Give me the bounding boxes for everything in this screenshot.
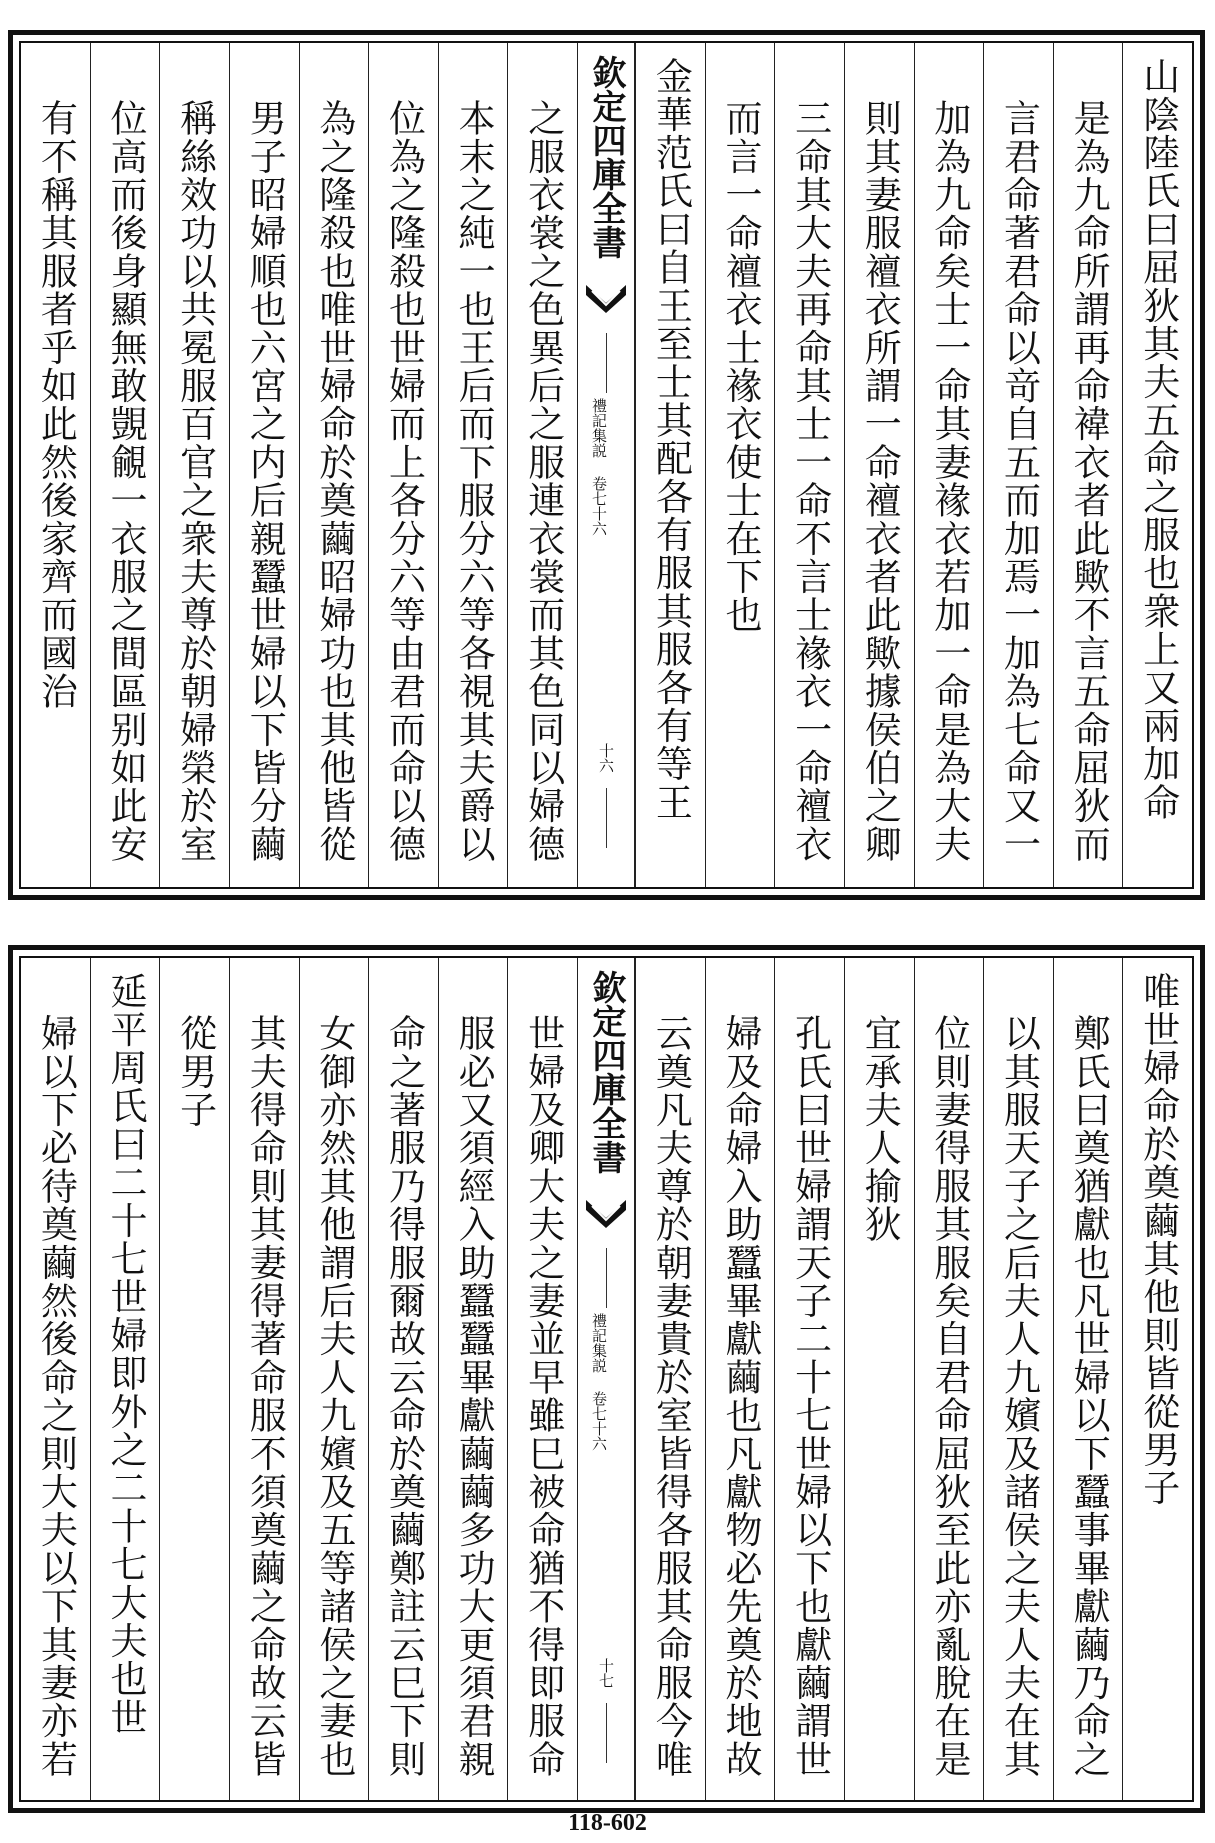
center-banner <box>577 43 635 887</box>
divider <box>606 788 607 848</box>
text-column: 延平周氏曰二十七世婦即外之二十七大夫也世 <box>90 958 160 1800</box>
text-column: 以其服天子之后夫人九嬪及諸侯之夫人夫在其 <box>983 958 1053 1800</box>
text-column: 女御亦然其他謂后夫人九嬪及五等諸侯之妻也 <box>299 958 369 1800</box>
text-column: 世婦及卿大夫之妻並早雖巳被命猶不得即服命 <box>507 958 577 1800</box>
text-column: 是為九命所謂再命褘衣者此歟不言五命屈狄而 <box>1053 43 1123 887</box>
volume-label: 禮記集説 卷七十六 <box>590 398 608 536</box>
center-banner <box>577 958 635 1800</box>
text-column: 孔氏曰世婦謂天子二十七世婦以下也獻繭謂世 <box>774 958 844 1800</box>
top-page-columns <box>19 41 1194 889</box>
text-column: 金華范氏曰自王至士其配各有服其服各有等王 <box>635 43 705 887</box>
text-column: 加為九命矣士一命其妻褖衣若加一命是為大夫 <box>914 43 984 887</box>
text-column: 從男子 <box>159 958 229 1800</box>
text-column: 宜承夫人揄狄 <box>844 958 914 1800</box>
text-column: 云奠凡夫尊於朝妻貴於室皆得各服其命服今唯 <box>635 958 705 1800</box>
text-column: 三命其大夫再命其士一命不言士褖衣一命襢衣 <box>774 43 844 887</box>
text-column: 之服衣裳之色異后之服連衣裳而其色同以婦德 <box>507 43 577 887</box>
text-column: 有不稱其服者乎如此然後家齊而國治 <box>34 99 78 711</box>
book-title: 欽定四庫全書 <box>586 970 626 1174</box>
divider <box>606 1703 607 1763</box>
fish-tail-icon <box>584 281 628 321</box>
text-column: 命之著服乃得服爾故云命於奠繭鄭註云巳下則 <box>368 958 438 1800</box>
top-page-panel <box>8 30 1205 900</box>
page-number: 118-602 <box>568 1810 647 1836</box>
text-column: 稱絲效功以共冕服百官之衆夫尊於朝婦榮於室 <box>159 43 229 887</box>
fish-tail-icon <box>584 1196 628 1236</box>
text-column: 位則妻得服其服矣自君命屈狄至此亦亂脫在是 <box>914 958 984 1800</box>
folio-number: 十六 <box>597 743 615 773</box>
text-column: 其夫得命則其妻得著命服不須奠繭之命故云皆 <box>229 958 299 1800</box>
text-column: 則其妻服襢衣所謂一命襢衣者此歟據侯伯之卿 <box>844 43 914 887</box>
text-column: 鄭氏曰奠猶獻也凡世婦以下蠶事畢獻繭乃命之 <box>1053 958 1123 1800</box>
text-column: 而言一命襢衣士褖衣使士在下也 <box>705 43 775 887</box>
text-column: 服必又須經入助蠶蠶畢獻繭繭多功大更須君親 <box>438 958 508 1800</box>
book-title: 欽定四庫全書 <box>586 55 626 259</box>
text-column: 男子昭婦順也六宮之内后親蠶世婦以下皆分繭 <box>229 43 299 887</box>
text-column: 為之隆殺也唯世婦命於奠繭昭婦功也其他皆從 <box>299 43 369 887</box>
text-column: 言君命著君命以竒自五而加焉一加為七命又一 <box>983 43 1053 887</box>
text-column: 唯世婦命於奠繭其他則皆從男子 <box>1122 958 1192 1800</box>
text-column: 本末之純一也王后而下服分六等各視其夫爵以 <box>438 43 508 887</box>
bottom-page-panel <box>8 945 1205 1813</box>
text-column: 位高而後身顯無敢覬覦一衣服之間區别如此安 <box>90 43 160 887</box>
volume-label: 禮記集説 卷七十六 <box>590 1313 608 1451</box>
text-column: 婦以下必待奠繭然後命之則大夫以下其妻亦若 <box>34 1014 78 1778</box>
divider <box>606 1248 607 1308</box>
text-column: 婦及命婦入助蠶畢獻繭也凡獻物必先奠於地故 <box>705 958 775 1800</box>
text-column: 位為之隆殺也世婦而上各分六等由君而命以德 <box>368 43 438 887</box>
divider <box>606 333 607 393</box>
folio-number: 十七 <box>597 1658 615 1688</box>
text-column: 山陰陸氏曰屈狄其夫五命之服也衆上又兩加命 <box>1122 43 1192 887</box>
bottom-page-columns <box>19 956 1194 1802</box>
